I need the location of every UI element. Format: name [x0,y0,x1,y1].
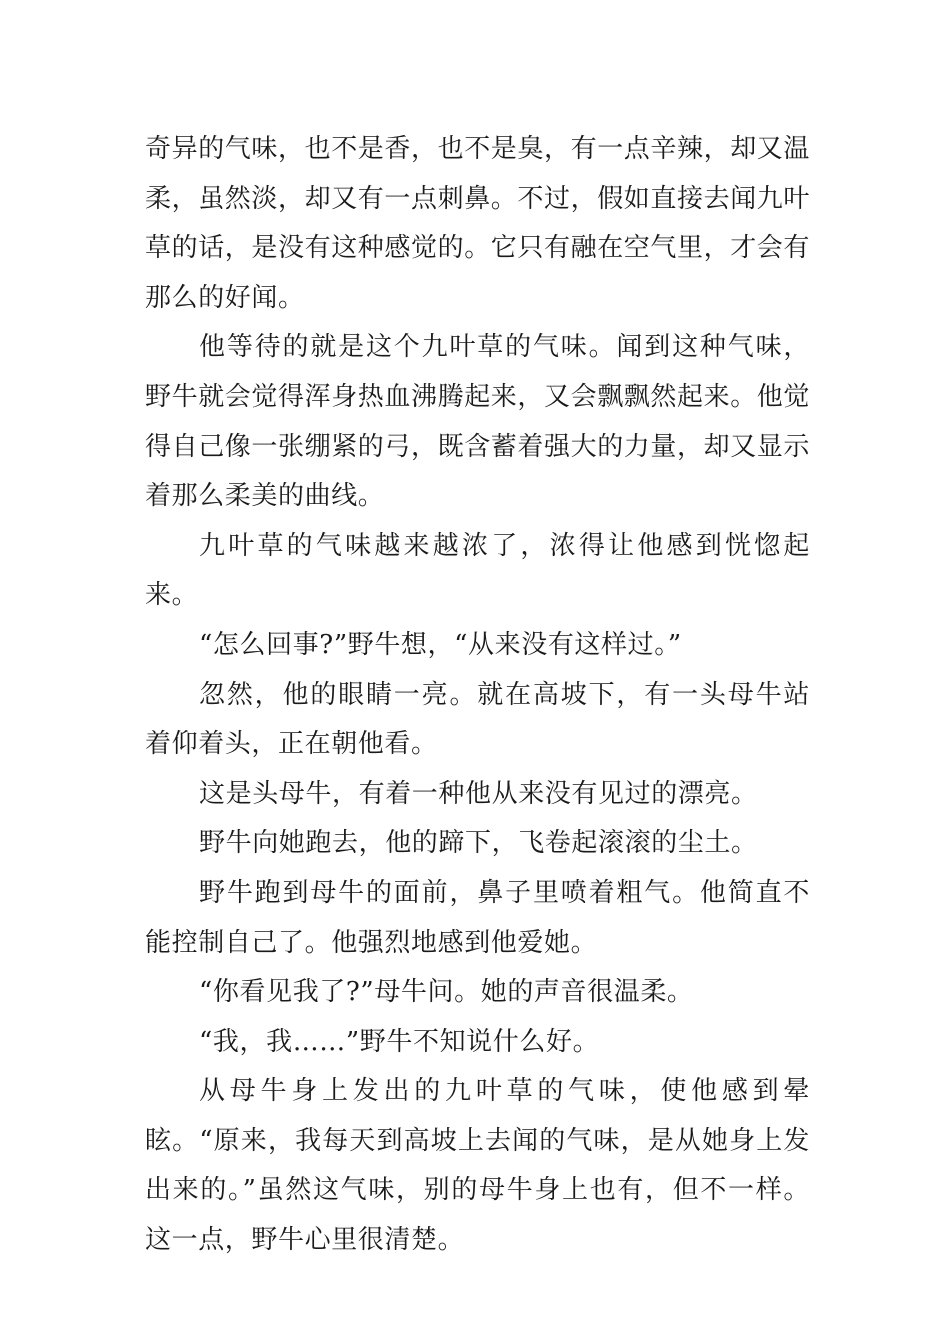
paragraph-11: 从母牛身上发出的九叶草的气味，使他感到晕眩。“原来，我每天到高坡上去闻的气味，是从她身上发出来的。”虽然这气味，别的母牛身上也有，但不一样。这一点，野牛心里很清楚。 [145,1076,810,1256]
paragraph-9: “你看见我了?”母牛问。她的声音很温柔。 [199,977,694,1008]
paragraph-7: 野牛向她跑去，他的蹄下，飞卷起滚滚的尘土。 [199,828,758,859]
paragraph-4: “怎么回事?”野牛想，“从来没有这样过。” [199,629,682,660]
paragraph-6: 这是头母牛，有着一种他从来没有见过的漂亮。 [199,778,758,809]
paragraph-5: 忽然，他的眼睛一亮。就在高坡下，有一头母牛站着仰着头，正在朝他看。 [145,679,810,760]
paragraph-2: 他等待的就是这个九叶草的气味。闻到这种气味，野牛就会觉得浑身热血沸腾起来，又会飘飘然起来。他觉得自己像一张绷紧的弓，既含蓄着强大的力量，却又显示着那么柔美的曲线。 [145,332,811,512]
paragraph-1: 奇异的气味，也不是香，也不是臭，有一点辛辣，却又温柔，虽然淡，却又有一点刺鼻。不过，假如直接去闻九叶草的话，是没有这种感觉的。它只有融在空气里，才会有那么的好闻。 [145,134,811,313]
paragraph-8: 野牛跑到母牛的面前，鼻子里喷着粗气。他简直不能控制自己了。他强烈地感到他爱她。 [145,877,810,958]
paragraph-3: 九叶草的气味越来越浓了，浓得让他感到恍惚起来。 [145,530,810,611]
paragraph-10: “我，我……”野牛不知说什么好。 [199,1026,600,1057]
body-text [145,125,810,1266]
